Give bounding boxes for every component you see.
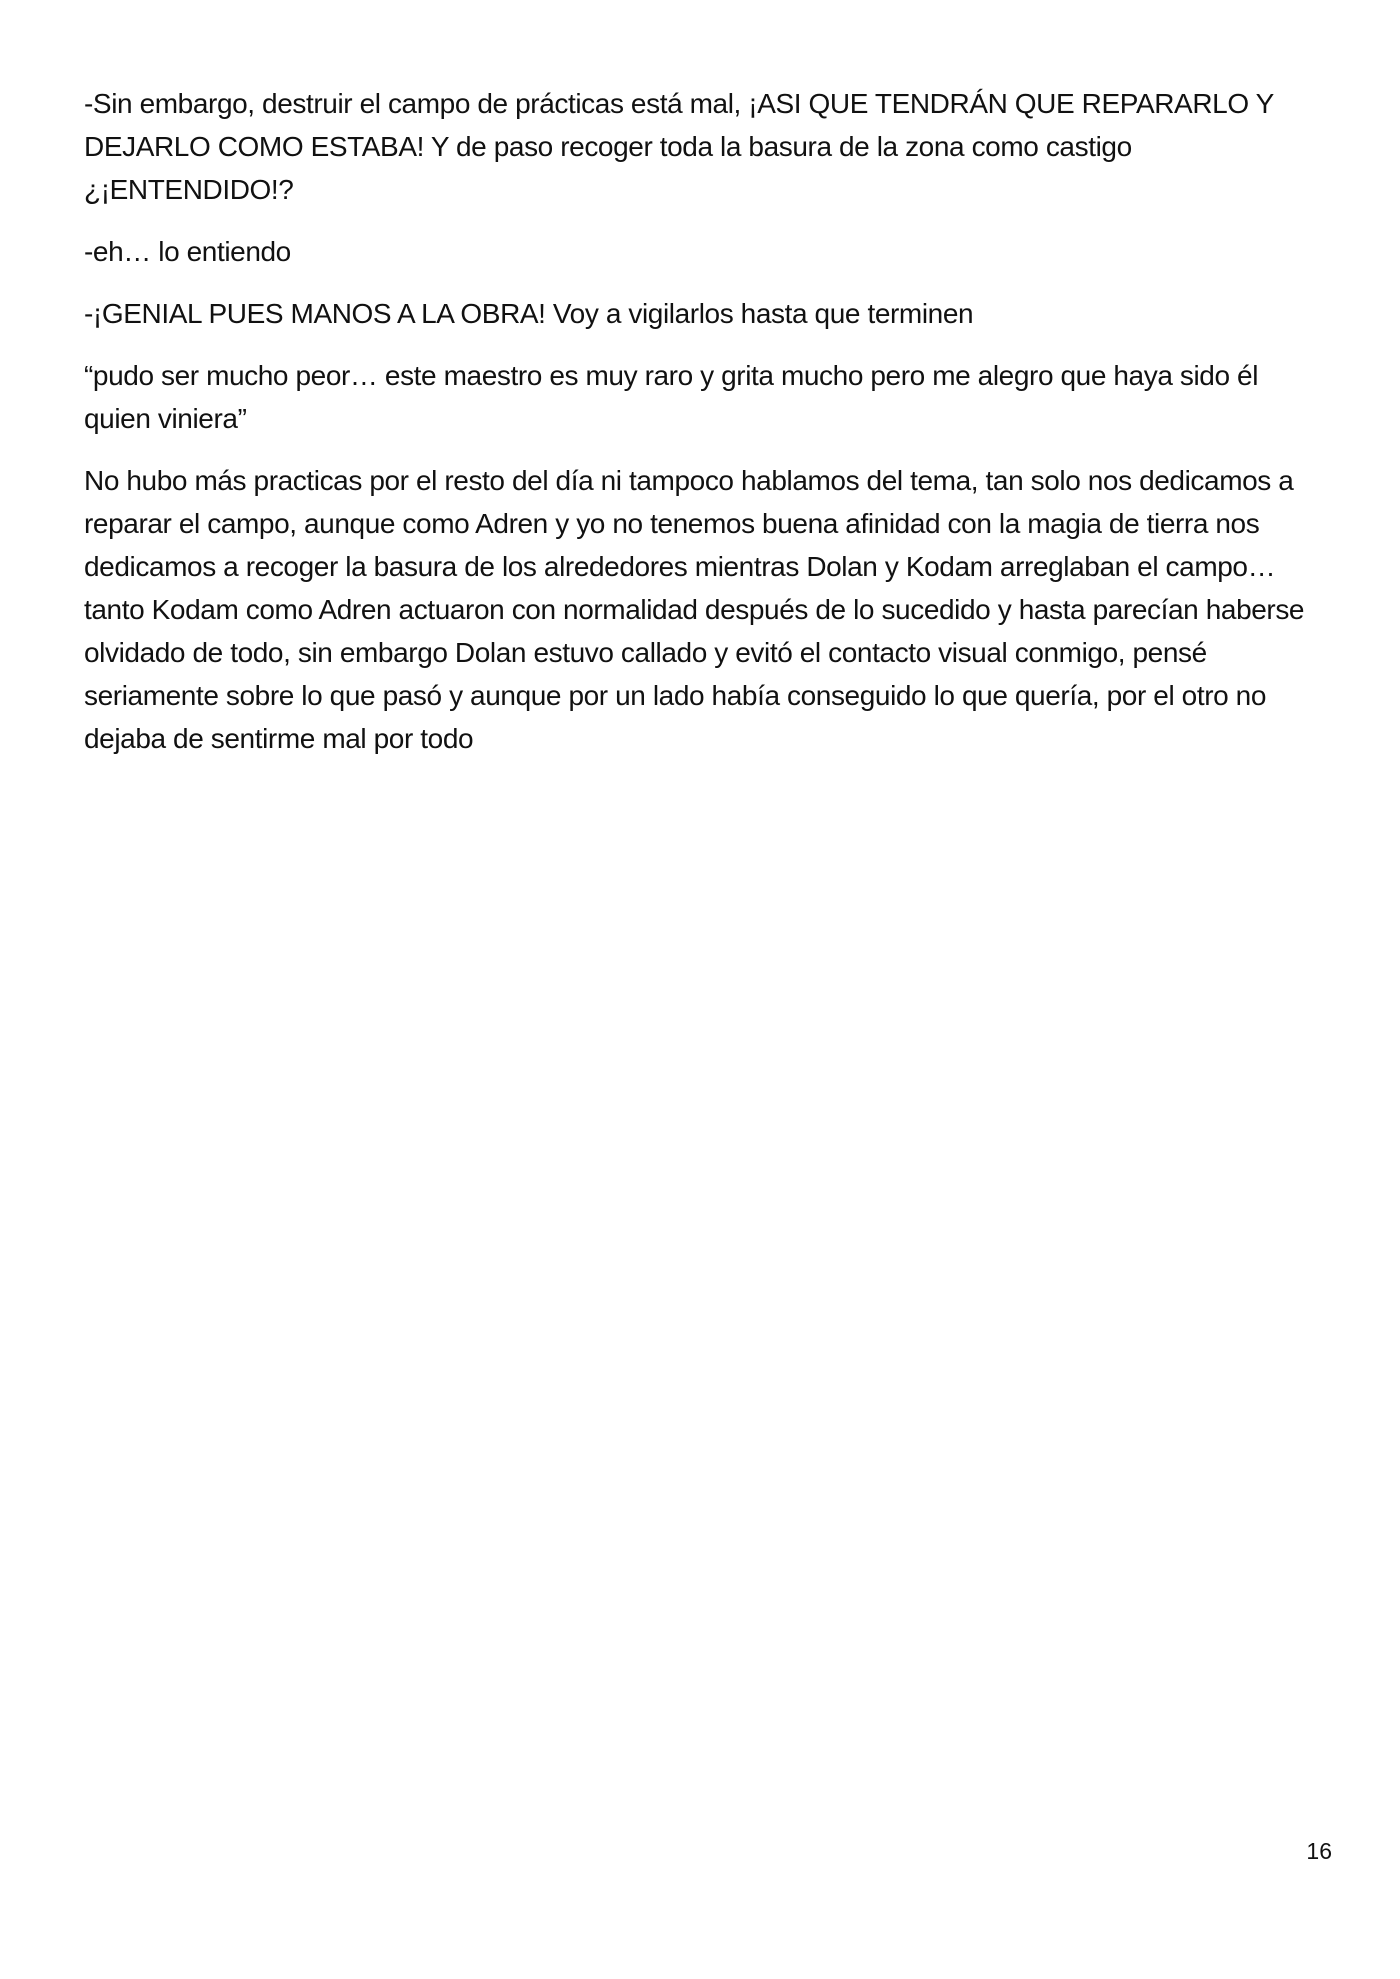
paragraph-narration: No hubo más practicas por el resto del día ni tampoco hablamos del tema, tan solo nos dedicamos a reparar el campo, aunque como Adren y yo no tenemos buena afinidad con la magia de tierra nos dedicamos a recoger la basura de los alrededores mientras Dolan y Kodam arreglaban el campo… tanto Kodam como Adren actuaron con normalidad después de lo sucedido y hasta parecían haberse olvidado de todo, sin embargo Dolan estuvo callado y evitó el contacto visual conmigo, pensé seriamente sobre lo que pasó y aunque por un lado había conseguido lo que quería, por el otro no dejaba de sentirme mal por todo xyxy=(84,465,1305,754)
paragraph-dialogue-reply: -eh… lo entiendo xyxy=(84,236,291,267)
document-body xyxy=(84,82,1324,779)
paragraph-dialogue-teacher-start: -¡GENIAL PUES MANOS A LA OBRA! Voy a vigilarlos hasta que terminen xyxy=(84,298,974,329)
paragraph-dialogue-teacher-punishment: -Sin embargo, destruir el campo de prácticas está mal, ¡ASI QUE TENDRÁN QUE REPARARLO Y DEJARLO COMO ESTABA! Y de paso recoger toda la basura de la zona como castigo ¿¡ENTENDIDO!? xyxy=(84,88,1274,205)
paragraph-inner-thought: “pudo ser mucho peor… este maestro es muy raro y grita mucho pero me alegro que haya sido él quien viniera” xyxy=(84,360,1259,434)
page-number: 16 xyxy=(1306,1838,1332,1864)
